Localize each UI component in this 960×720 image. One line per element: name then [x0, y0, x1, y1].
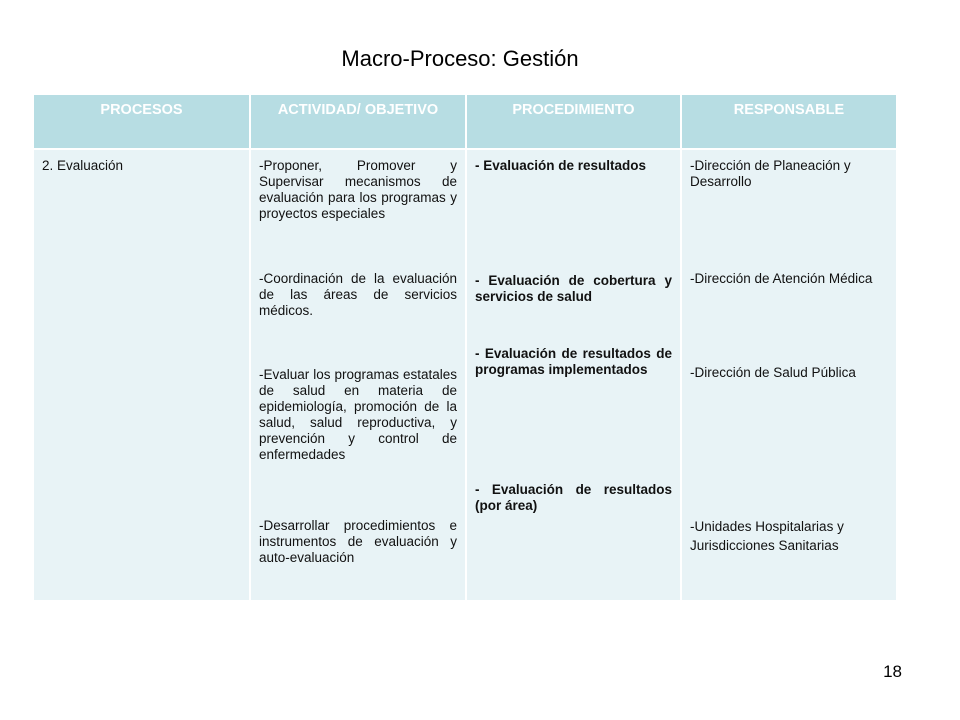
process-name: 2. Evaluación — [42, 158, 124, 173]
process-table — [34, 95, 896, 600]
procedure-cell — [466, 149, 681, 600]
procedure-item: - Evaluación de cobertura y servicios de salud — [475, 273, 672, 304]
header-responsable: RESPONSABLE — [681, 95, 896, 149]
process-cell — [34, 149, 250, 600]
activity-item: -Evaluar los programas estatales de salud en materia de epidemiología, promoción de la salud, salud reproductiva, y prevención y control de enfermedades — [259, 367, 457, 462]
header-actividad-objetivo: ACTIVIDAD/ OBJETIVO — [250, 95, 466, 149]
page-number: 18 — [883, 662, 902, 681]
responsible-item: -Dirección de Salud Pública — [690, 365, 856, 380]
responsible-item: -Dirección de Atención Médica — [690, 271, 873, 286]
slide-title: Macro-Proceso: Gestión — [341, 46, 579, 71]
table-row — [34, 149, 896, 600]
header-procesos: PROCESOS — [34, 95, 250, 149]
activity-item: -Proponer, Promover y Supervisar mecanismos de evaluación para los programas y proyectos especiales — [259, 158, 457, 221]
activity-cell — [250, 149, 466, 600]
responsible-item: -Dirección de Planeación y Desarrollo — [690, 158, 851, 189]
responsible-item: -Unidades Hospitalarias y Jurisdicciones Sanitarias — [690, 519, 844, 553]
responsible-cell — [681, 149, 896, 600]
header-procedimiento: PROCEDIMIENTO — [466, 95, 681, 149]
procedure-item: - Evaluación de resultados (por área) — [475, 482, 672, 513]
table-header-row — [34, 95, 896, 149]
procedure-item: - Evaluación de resultados de programas implementados — [475, 346, 672, 377]
activity-item: -Desarrollar procedimientos e instrumentos de evaluación y auto-evaluación — [259, 518, 457, 565]
procedure-item: - Evaluación de resultados — [475, 158, 647, 173]
activity-item: -Coordinación de la evaluación de las áreas de servicios médicos. — [259, 271, 457, 318]
